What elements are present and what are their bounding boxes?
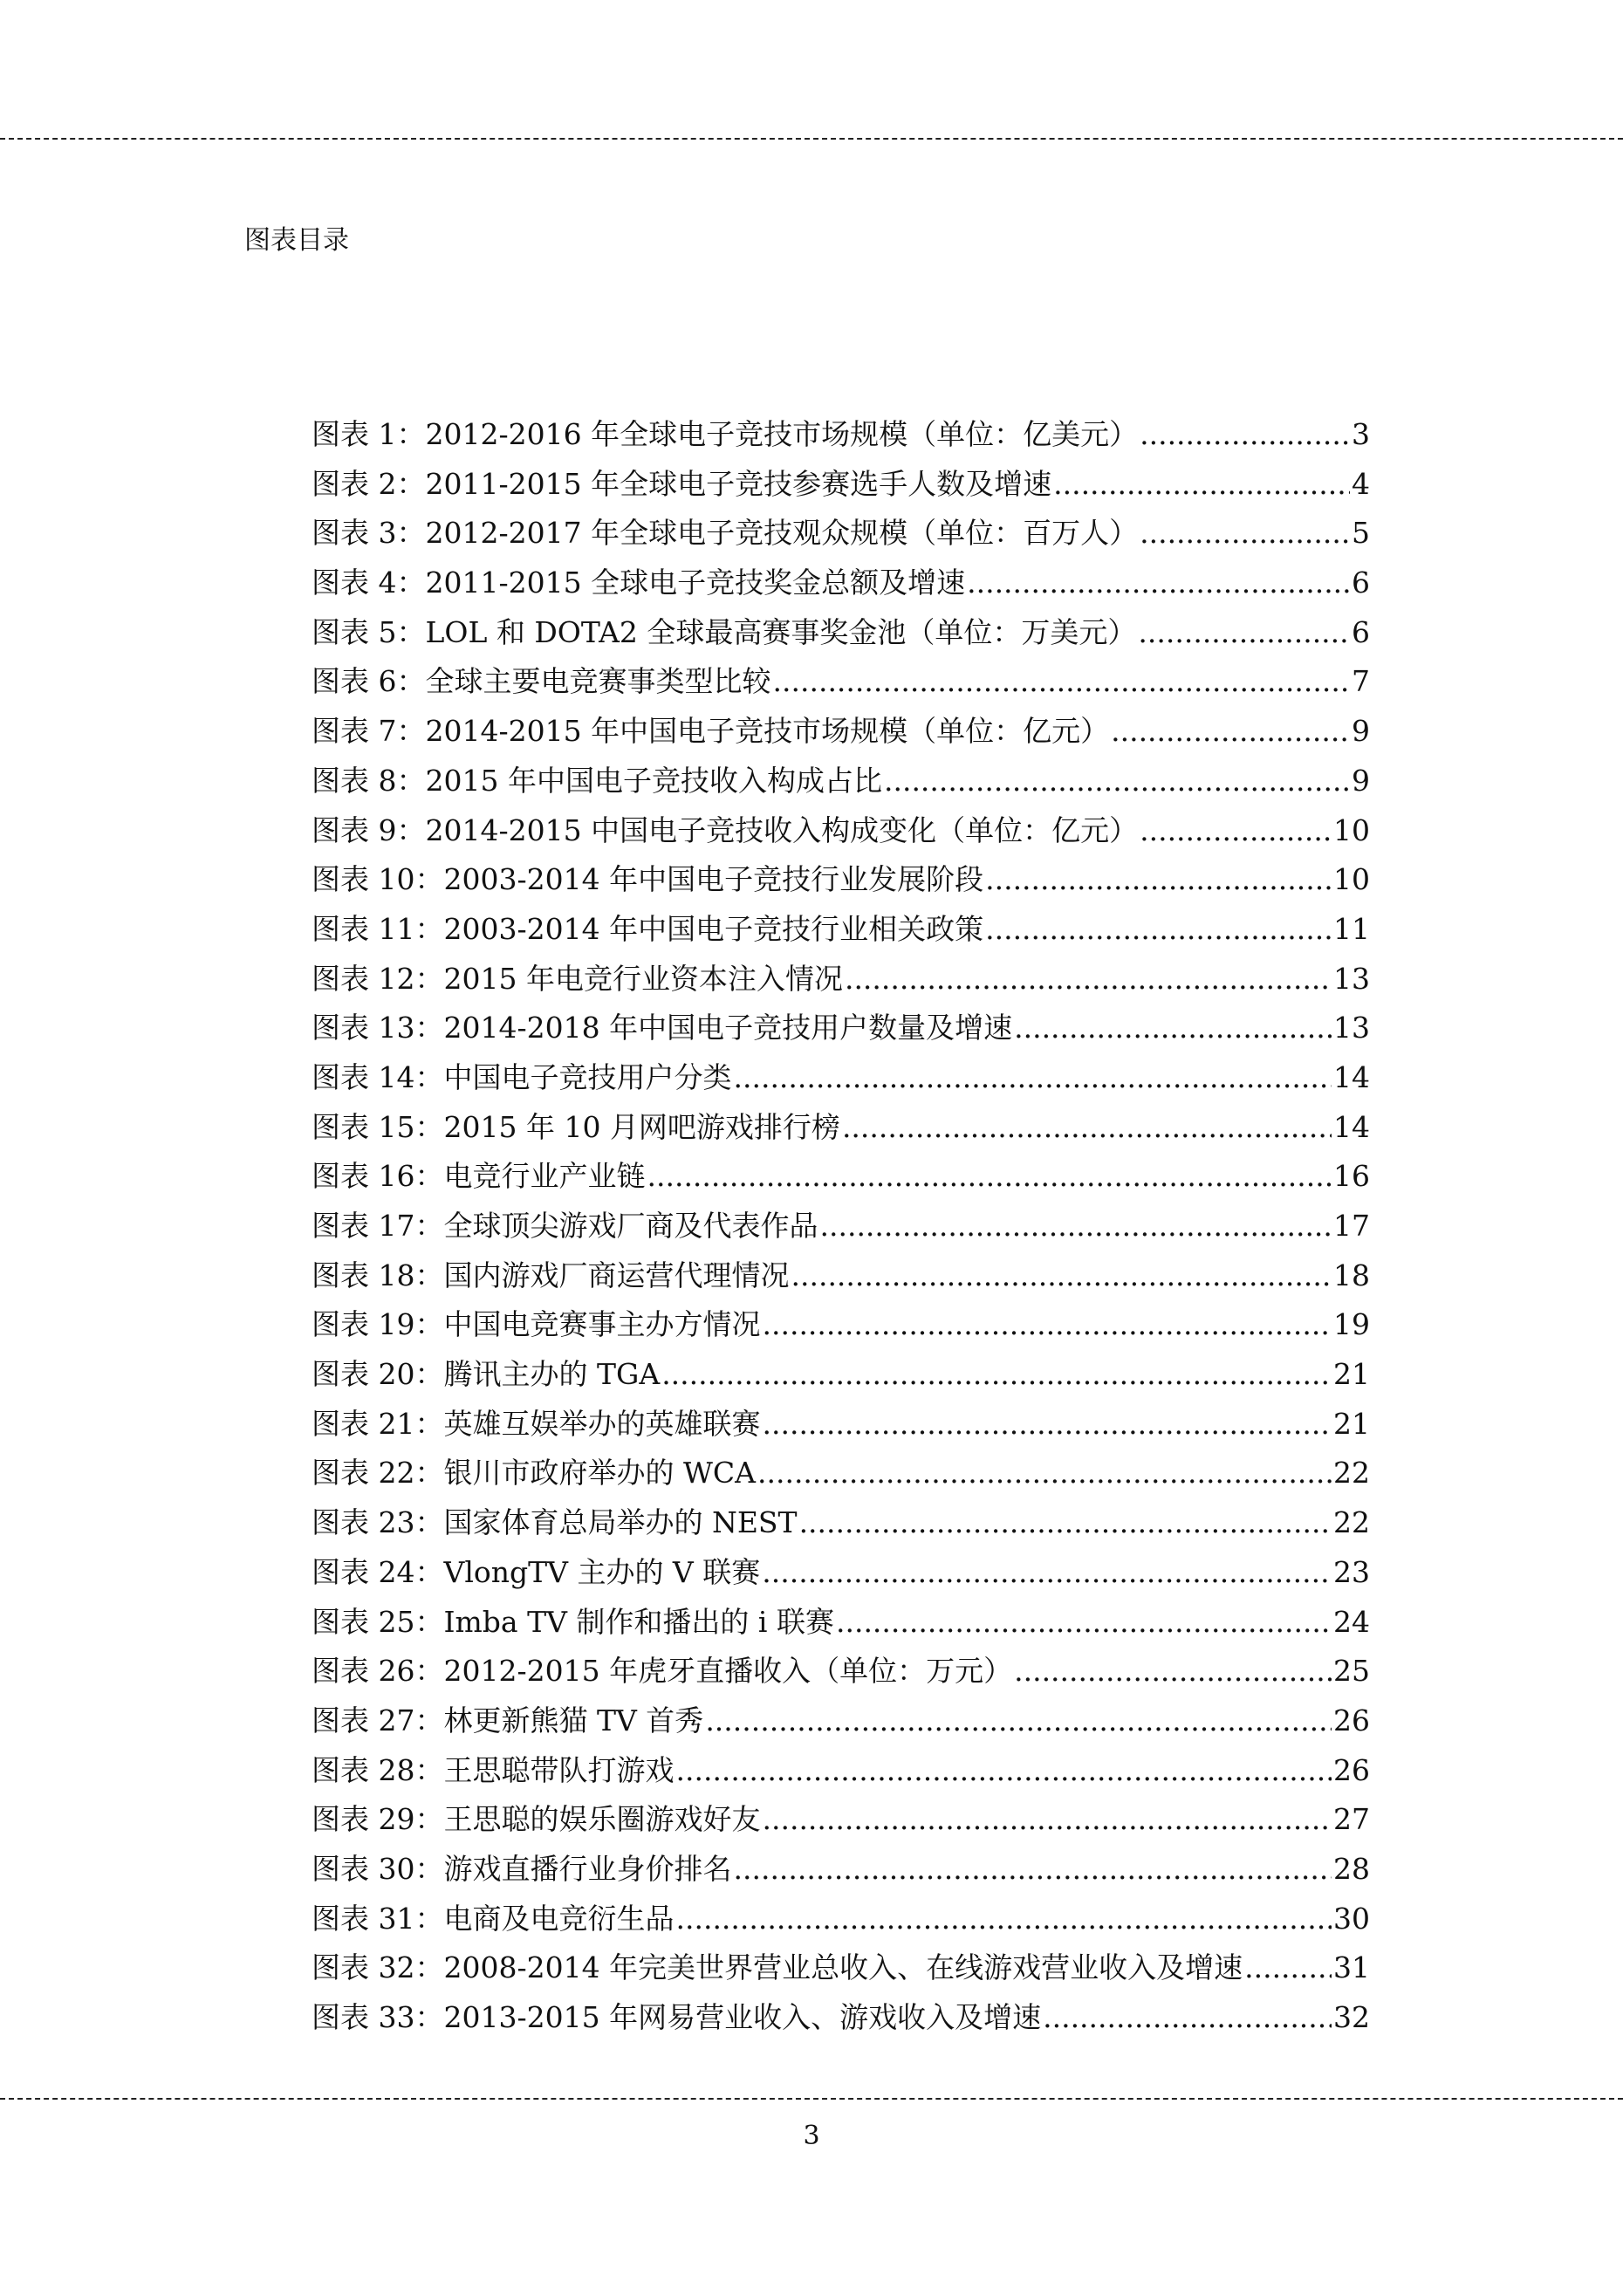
toc-entry-page: 23	[1333, 1554, 1370, 1589]
page-number: 3	[803, 2121, 820, 2151]
toc-entry[interactable]	[312, 1004, 1370, 1053]
toc-entry-page: 26	[1333, 1752, 1370, 1787]
toc-dot-leader	[762, 1300, 1332, 1350]
toc-entry[interactable]	[312, 657, 1370, 707]
toc-entry[interactable]	[312, 1696, 1370, 1746]
toc-entry-title: 图表 6：全球主要电竞赛事类型比较	[312, 664, 771, 699]
toc-dot-leader	[1140, 806, 1332, 856]
toc-entry-title: 图表 16：电竞行业产业链	[312, 1159, 646, 1194]
toc-dot-leader	[762, 1795, 1332, 1845]
toc-dot-leader	[705, 1696, 1332, 1746]
toc-dot-leader	[845, 955, 1332, 1004]
toc-entry-page: 6	[1352, 565, 1370, 600]
toc-entry-title: 图表 27：林更新熊猫 TV 首秀	[312, 1703, 704, 1737]
toc-entry-page: 22	[1333, 1456, 1370, 1491]
toc-entry-page: 16	[1333, 1159, 1370, 1194]
toc-entry-title: 图表 9：2014-2015 中国电子竞技收入构成变化（单位：亿元）	[312, 812, 1139, 847]
toc-entry[interactable]	[312, 1251, 1370, 1301]
toc-entry[interactable]	[312, 707, 1370, 757]
toc-entry-title: 图表 4：2011-2015 全球电子竞技奖金总额及增速	[312, 565, 966, 600]
toc-entry[interactable]	[312, 1943, 1370, 1993]
toc-entry[interactable]	[312, 509, 1370, 559]
toc-entry-page: 28	[1333, 1851, 1370, 1886]
figure-list	[312, 410, 1370, 2043]
toc-entry[interactable]	[312, 855, 1370, 905]
toc-dot-leader	[819, 1202, 1332, 1251]
toc-entry[interactable]	[312, 559, 1370, 608]
toc-entry-title: 图表 26：2012-2015 年虎牙直播收入（单位：万元）	[312, 1654, 1013, 1689]
toc-dot-leader	[675, 1746, 1332, 1796]
toc-dot-leader	[661, 1350, 1332, 1400]
toc-entry-page: 10	[1333, 812, 1370, 847]
toc-dot-leader	[884, 757, 1350, 806]
toc-entry-title: 图表 5：LOL 和 DOTA2 全球最高赛事奖金池（单位：万美元）	[312, 614, 1137, 649]
toc-entry-page: 21	[1333, 1406, 1370, 1441]
toc-dot-leader	[647, 1152, 1332, 1202]
toc-dot-leader	[985, 905, 1332, 955]
toc-entry-title: 图表 29：王思聪的娱乐圈游戏好友	[312, 1802, 761, 1837]
toc-entry-title: 图表 23：国家体育总局举办的 NEST	[312, 1505, 798, 1540]
toc-entry-title: 图表 18：国内游戏厂商运营代理情况	[312, 1258, 790, 1292]
toc-entry[interactable]	[312, 1746, 1370, 1796]
toc-entry[interactable]	[312, 1103, 1370, 1153]
toc-entry[interactable]	[312, 1895, 1370, 1944]
toc-dot-leader	[1014, 1004, 1332, 1053]
toc-entry[interactable]	[312, 905, 1370, 955]
toc-entry[interactable]	[312, 1202, 1370, 1251]
toc-dot-leader	[1140, 509, 1350, 559]
toc-dot-leader	[762, 1548, 1332, 1598]
toc-entry-title: 图表 24：VlongTV 主办的 V 联赛	[312, 1554, 761, 1589]
toc-entry-title: 图表 15：2015 年 10 月网吧游戏排行榜	[312, 1109, 840, 1144]
toc-entry-page: 14	[1333, 1059, 1370, 1094]
toc-entry-page: 32	[1333, 2000, 1370, 2034]
toc-entry-title: 图表 25：Imba TV 制作和播出的 i 联赛	[312, 1604, 834, 1639]
toc-dot-leader	[1111, 707, 1350, 757]
toc-entry-title: 图表 33：2013-2015 年网易营业收入、游戏收入及增速	[312, 2000, 1042, 2034]
toc-entry-page: 31	[1333, 1950, 1370, 1985]
page-heading: 图表目录	[244, 225, 349, 256]
toc-entry[interactable]	[312, 1350, 1370, 1400]
toc-dot-leader	[967, 559, 1350, 608]
toc-entry-page: 9	[1352, 763, 1370, 798]
toc-entry-title: 图表 30：游戏直播行业身价排名	[312, 1851, 732, 1886]
toc-dot-leader	[733, 1845, 1332, 1895]
toc-entry-page: 10	[1333, 862, 1370, 897]
toc-entry-title: 图表 2：2011-2015 年全球电子竞技参赛选手人数及增速	[312, 466, 1052, 501]
toc-entry-page: 26	[1333, 1703, 1370, 1737]
toc-entry-title: 图表 13：2014-2018 年中国电子竞技用户数量及增速	[312, 1011, 1013, 1045]
toc-entry-page: 13	[1333, 961, 1370, 996]
toc-entry[interactable]	[312, 410, 1370, 460]
toc-entry-page: 27	[1333, 1802, 1370, 1837]
toc-entry-title: 图表 14：中国电子竞技用户分类	[312, 1059, 732, 1094]
toc-entry[interactable]	[312, 757, 1370, 806]
toc-entry-title: 图表 19：中国电竞赛事主办方情况	[312, 1307, 761, 1342]
toc-entry-title: 图表 28：王思聪带队打游戏	[312, 1752, 675, 1787]
toc-entry-title: 图表 1：2012-2016 年全球电子竞技市场规模（单位：亿美元）	[312, 417, 1139, 451]
toc-dot-leader	[842, 1103, 1332, 1153]
toc-entry-title: 图表 8：2015 年中国电子竞技收入构成占比	[312, 763, 882, 798]
toc-dot-leader	[773, 657, 1351, 707]
toc-entry-page: 6	[1352, 614, 1370, 649]
toc-entry-title: 图表 3：2012-2017 年全球电子竞技观众规模（单位：百万人）	[312, 516, 1139, 551]
toc-entry-page: 4	[1352, 466, 1370, 501]
toc-entry[interactable]	[312, 1795, 1370, 1845]
toc-entry[interactable]	[312, 1845, 1370, 1895]
toc-dot-leader	[1043, 1993, 1332, 2043]
toc-entry-title: 图表 31：电商及电竞衍生品	[312, 1901, 675, 1936]
toc-entry-title: 图表 21：英雄互娱举办的英雄联赛	[312, 1406, 761, 1441]
toc-entry[interactable]	[312, 1152, 1370, 1202]
toc-entry[interactable]	[312, 1993, 1370, 2043]
toc-entry[interactable]	[312, 608, 1370, 658]
toc-dot-leader	[1138, 608, 1350, 658]
toc-entry-title: 图表 7：2014-2015 年中国电子竞技市场规模（单位：亿元）	[312, 714, 1110, 749]
toc-dot-leader	[985, 855, 1332, 905]
toc-entry-page: 13	[1333, 1011, 1370, 1045]
toc-entry[interactable]	[312, 1498, 1370, 1548]
toc-entry-page: 14	[1333, 1109, 1370, 1144]
toc-entry[interactable]	[312, 1598, 1370, 1648]
footer-divider	[0, 2098, 1623, 2100]
header-divider	[0, 138, 1623, 140]
toc-entry-title: 图表 10：2003-2014 年中国电子竞技行业发展阶段	[312, 862, 984, 897]
toc-entry-title: 图表 17：全球顶尖游戏厂商及代表作品	[312, 1209, 818, 1243]
toc-entry-page: 9	[1352, 714, 1370, 749]
toc-entry[interactable]	[312, 1053, 1370, 1103]
toc-entry-page: 11	[1333, 911, 1370, 946]
toc-entry-title: 图表 20：腾讯主办的 TGA	[312, 1357, 661, 1392]
toc-entry-page: 24	[1333, 1604, 1370, 1639]
toc-entry[interactable]	[312, 1449, 1370, 1498]
toc-dot-leader	[733, 1053, 1332, 1103]
toc-entry[interactable]	[312, 1647, 1370, 1696]
toc-entry-title: 图表 12：2015 年电竞行业资本注入情况	[312, 961, 843, 996]
toc-entry-page: 25	[1333, 1654, 1370, 1689]
toc-entry[interactable]	[312, 460, 1370, 510]
toc-entry-title: 图表 11：2003-2014 年中国电子竞技行业相关政策	[312, 911, 984, 946]
toc-entry-page: 18	[1333, 1258, 1370, 1292]
toc-entry-page: 5	[1352, 516, 1370, 551]
toc-entry-title: 图表 22：银川市政府举办的 WCA	[312, 1456, 756, 1491]
toc-dot-leader	[1140, 410, 1350, 460]
toc-dot-leader	[1014, 1647, 1332, 1696]
toc-dot-leader	[675, 1895, 1332, 1944]
toc-dot-leader	[791, 1251, 1332, 1301]
toc-entry-title: 图表 32：2008-2014 年完美世界营业总收入、在线游戏营业收入及增速	[312, 1950, 1243, 1985]
toc-entry[interactable]	[312, 806, 1370, 856]
toc-dot-leader	[1244, 1943, 1332, 1993]
toc-entry-page: 17	[1333, 1209, 1370, 1243]
toc-entry[interactable]	[312, 955, 1370, 1004]
toc-dot-leader	[762, 1400, 1332, 1450]
toc-entry-page: 7	[1352, 664, 1370, 699]
toc-entry-page: 22	[1333, 1505, 1370, 1540]
toc-dot-leader	[1053, 460, 1350, 510]
toc-entry[interactable]	[312, 1548, 1370, 1598]
toc-entry-page: 21	[1333, 1357, 1370, 1392]
toc-dot-leader	[757, 1449, 1332, 1498]
toc-entry-page: 3	[1352, 417, 1370, 451]
toc-entry-page: 19	[1333, 1307, 1370, 1342]
toc-dot-leader	[799, 1498, 1332, 1548]
toc-entry-page: 30	[1333, 1901, 1370, 1936]
toc-entry[interactable]	[312, 1300, 1370, 1350]
toc-entry[interactable]	[312, 1400, 1370, 1450]
toc-dot-leader	[836, 1598, 1332, 1648]
